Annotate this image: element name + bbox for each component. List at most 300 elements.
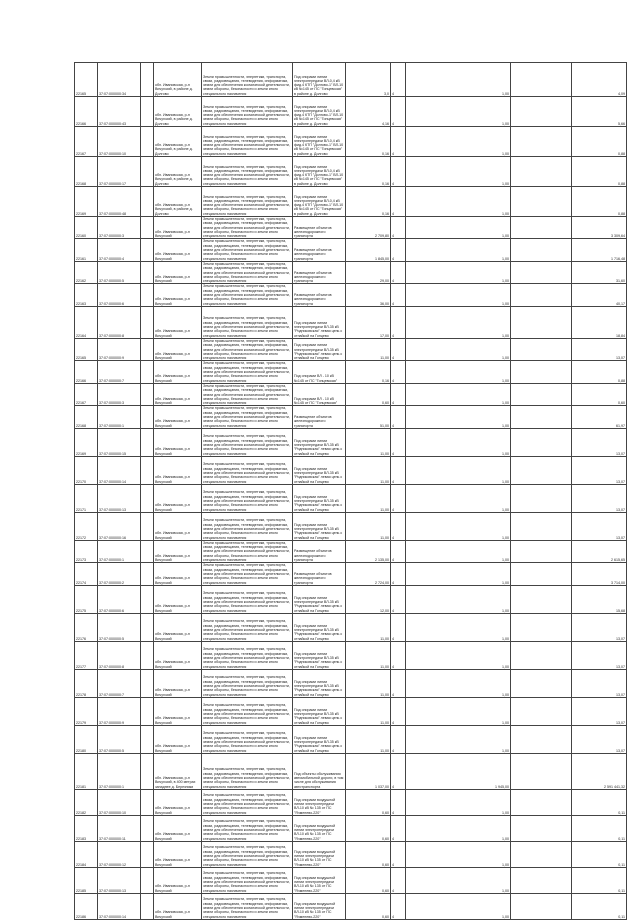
table-row <box>75 306 627 338</box>
cell-id: 22174 <box>75 563 98 585</box>
cell-use: Размещение объектов железнодорожного транспорта <box>293 284 346 306</box>
cell-cat: Земли промышленности, энергетики, транспорта, связи, радиовещания, телевидения, информатики, земли для обеспечения космической деятельности, земли обороны, безопасности и земли иного специального назначения <box>202 867 293 893</box>
cell-id: 22170 <box>75 456 98 484</box>
table-row <box>75 428 627 456</box>
cell-use: Размещение объектов железнодорожного транспорта <box>293 540 346 562</box>
cell-empty <box>511 157 572 187</box>
cell-id: 22166 <box>75 361 98 383</box>
cell-addr: обл. Ивановская, р-н Вичугский, в районе д. Долгово <box>154 63 202 97</box>
cell-id: 22167 <box>75 127 98 157</box>
cell-use: Под опорами воздушной линии электропередачи ВЛ-10 кВ № 135 от ПС "Ячменево-220" <box>293 841 346 867</box>
table-row <box>75 512 627 540</box>
cell-addr: обл. Ивановская, р-н Вичугский <box>154 239 202 261</box>
cell-empty <box>511 867 572 893</box>
cell-id: 22186 <box>75 893 98 919</box>
cell-area: 0,16 <box>346 361 391 383</box>
cell-empty <box>511 284 572 306</box>
cell-rate: 1,00 <box>406 306 511 338</box>
cell-empty <box>141 261 154 283</box>
cell-rate: 1 945,00 <box>406 753 511 789</box>
cell-empty <box>511 563 572 585</box>
cell-cat: Земли промышленности, энергетики, транспорта, связи, радиовещания, телевидения, информатики, земли для обеспечения космической деятельности, земли обороны, безопасности и земли иного специального назначения <box>202 187 293 217</box>
cell-area: 11,00 <box>346 725 391 753</box>
table-row <box>75 893 627 919</box>
cell-ed: 4 <box>391 157 406 187</box>
cell-rate: 1,00 <box>406 641 511 669</box>
cell-tax: 0,11 <box>572 789 627 815</box>
cell-tax: 40,17 <box>572 284 627 306</box>
cell-cad: 37:07:000000:1 <box>98 406 141 428</box>
cell-cad: 37:07:000000:8 <box>98 641 141 669</box>
cell-empty <box>511 383 572 405</box>
cell-rate: 1,00 <box>406 217 511 239</box>
cell-empty <box>141 893 154 919</box>
cell-tax: 0,11 <box>572 893 627 919</box>
cell-addr: обл. Ивановская, р-н Вичугский, в 400 метрах западнее д. Березники <box>154 753 202 789</box>
cell-cad: 37:07:000000:9 <box>98 338 141 360</box>
land-plots-table <box>74 62 627 920</box>
cell-ed: 4 <box>391 284 406 306</box>
cell-use: Под опорами линии электропередачи ВЛ-35 кВ "Родниковская" левая цепь с отпайкой на Гонцево <box>293 428 346 456</box>
table-row <box>75 867 627 893</box>
cell-area: 3,0 <box>346 63 391 97</box>
cell-addr: обл. Ивановская, р-н Вичугский <box>154 893 202 919</box>
cell-ed: 4 <box>391 306 406 338</box>
cell-area: 11,00 <box>346 456 391 484</box>
cell-empty <box>141 540 154 562</box>
cell-cat: Земли промышленности, энергетики, транспорта, связи, радиовещания, телевидения, информатики, земли для обеспечения космической деятельности, земли обороны, безопасности и земли иного специального назначения <box>202 157 293 187</box>
cell-rate: 1,00 <box>406 484 511 512</box>
cell-ed: 4 <box>391 97 406 127</box>
cell-cad: 37:07:000000:10 <box>98 789 141 815</box>
cell-addr: обл. Ивановская, р-н Вичугский <box>154 261 202 283</box>
cell-addr: обл. Ивановская, р-н Вичугский <box>154 725 202 753</box>
cell-use: Под опорами линии электропередачи ВЛ-35 кВ "Родниковская" левая цепь с отпайкой на Гонцево <box>293 484 346 512</box>
table-row <box>75 669 627 697</box>
cell-rate: 1,00 <box>406 456 511 484</box>
cell-empty <box>511 669 572 697</box>
cell-empty <box>511 512 572 540</box>
cell-empty <box>141 585 154 613</box>
table-row <box>75 725 627 753</box>
cell-area: 0,16 <box>346 157 391 187</box>
cell-use: Размещение объектов железнодорожного транспорта <box>293 217 346 239</box>
cell-id: 22176 <box>75 613 98 641</box>
cell-rate: 1,00 <box>406 97 511 127</box>
cell-rate: 1,00 <box>406 789 511 815</box>
cell-tax: 0,11 <box>572 841 627 867</box>
cell-use: Размещение объектов железнодорожного транспорта <box>293 406 346 428</box>
cell-id: 22177 <box>75 641 98 669</box>
cell-empty <box>141 867 154 893</box>
cell-ed: 4 <box>391 428 406 456</box>
cell-id: 22168 <box>75 157 98 187</box>
cell-empty <box>511 484 572 512</box>
cell-empty <box>141 428 154 456</box>
cell-area: 1 037,00 <box>346 753 391 789</box>
cell-cat: Земли промышленности, энергетики, транспорта, связи, радиовещания, телевидения, информатики, земли для обеспечения космической деятельности, земли обороны, безопасности и земли иного специального назначения <box>202 697 293 725</box>
cell-addr: обл. Ивановская, р-н Вичугский <box>154 306 202 338</box>
cell-cat: Земли промышленности, энергетики, транспорта, связи, радиовещания, телевидения, информатики, земли для обеспечения космической деятельности, земли обороны, безопасности и земли иного специального назначения <box>202 306 293 338</box>
cell-empty <box>141 383 154 405</box>
cell-cat: Земли промышленности, энергетики, транспорта, связи, радиовещания, телевидения, информатики, земли для обеспечения космической деятельности, земли обороны, безопасности и земли иного специального назначения <box>202 540 293 562</box>
cell-area: 11,00 <box>346 697 391 725</box>
cell-ed: 4 <box>391 613 406 641</box>
cell-cad: 37:07:000000:9 <box>98 697 141 725</box>
cell-ed: 4 <box>391 406 406 428</box>
cell-cad: 37:07:000000:1 <box>98 540 141 562</box>
table-row <box>75 261 627 283</box>
cell-addr: обл. Ивановская, р-н Вичугский <box>154 406 202 428</box>
cell-cat: Земли промышленности, энергетики, транспорта, связи, радиовещания, телевидения, информатики, земли для обеспечения космической деятельности, земли обороны, безопасности и земли иного специального назначения <box>202 669 293 697</box>
cell-cad: 37:07:000000:15 <box>98 428 141 456</box>
cell-empty <box>141 217 154 239</box>
cell-cat: Земли промышленности, энергетики, транспорта, связи, радиовещания, телевидения, информатики, земли для обеспечения космической деятельности, земли обороны, безопасности и земли иного специального назначения <box>202 406 293 428</box>
cell-cad: 37:07:000000:13 <box>98 867 141 893</box>
cell-tax: 13,07 <box>572 456 627 484</box>
cell-id: 22167 <box>75 383 98 405</box>
cell-id: 22163 <box>75 284 98 306</box>
cell-rate: 1,00 <box>406 383 511 405</box>
table-row <box>75 697 627 725</box>
cell-empty <box>511 187 572 217</box>
cell-rate: 1,00 <box>406 893 511 919</box>
cell-cad: 37:07:000000:1 <box>98 753 141 789</box>
cell-addr: обл. Ивановская, р-н Вичугский <box>154 641 202 669</box>
cell-addr: обл. Ивановская, р-н Вичугский <box>154 669 202 697</box>
cell-empty <box>511 540 572 562</box>
cell-empty <box>141 725 154 753</box>
cell-empty <box>141 753 154 789</box>
cell-use: Под опорами линии электропередачи ВЛ-35 кВ "Родниковская" левая цепь с отпайкой на Гонцево <box>293 641 346 669</box>
cell-id: 22165 <box>75 338 98 360</box>
cell-area: 11,00 <box>346 669 391 697</box>
cell-id: 22165 <box>75 63 98 97</box>
cell-use: Размещение объектов железнодорожного транспорта <box>293 261 346 283</box>
cell-use: Под опорами линии электропередачи ВЛ-0,4 кВ фид.4 КТП "Долгово-1" ВЛ-10 кВ №145 от ПС "Гонцевская" в районе д. Долгово <box>293 63 346 97</box>
cell-cat: Земли промышленности, энергетики, транспорта, связи, радиовещания, телевидения, информатики, земли для обеспечения космической деятельности, земли обороны, безопасности и земли иного специального назначения <box>202 428 293 456</box>
table-row <box>75 540 627 562</box>
cell-use: Размещение объектов железнодорожного транспорта <box>293 239 346 261</box>
table-row <box>75 383 627 405</box>
cell-ed: 4 <box>391 841 406 867</box>
cell-empty <box>141 187 154 217</box>
cell-use: Под опорами воздушной линии электропередачи ВЛ-10 кВ № 135 от ПС "Ячменево-220" <box>293 815 346 841</box>
cell-addr: обл. Ивановская, р-н Вичугский <box>154 585 202 613</box>
cell-tax: 31,60 <box>572 261 627 283</box>
cell-area: 11,00 <box>346 512 391 540</box>
table-row <box>75 217 627 239</box>
cell-cad: 37:07:000000:17 <box>98 157 141 187</box>
table-row <box>75 815 627 841</box>
cell-cad: 37:07:000000:5 <box>98 261 141 283</box>
cell-empty <box>141 484 154 512</box>
cell-rate: 1,00 <box>406 284 511 306</box>
table-row <box>75 641 627 669</box>
cell-area: 29,00 <box>346 261 391 283</box>
cell-use: Под опорами линии электропередачи ВЛ-35 кВ "Родниковская" левая цепь с отпайкой на Гонцево <box>293 306 346 338</box>
cell-ed: 4 <box>391 753 406 789</box>
document-sheet <box>74 62 625 919</box>
cell-rate: 1,00 <box>406 338 511 360</box>
cell-ed: 4 <box>391 867 406 893</box>
cell-id: 22178 <box>75 669 98 697</box>
cell-cad: 37:07:000000:16 <box>98 512 141 540</box>
cell-ed: 4 <box>391 641 406 669</box>
cell-cad: 37:07:000000:12 <box>98 841 141 867</box>
cell-addr: обл. Ивановская, р-н Вичугский, в районе д. Долгово <box>154 157 202 187</box>
cell-empty <box>141 669 154 697</box>
cell-id: 22175 <box>75 585 98 613</box>
cell-empty <box>511 338 572 360</box>
cell-rate: 1,00 <box>406 540 511 562</box>
cell-cat: Земли промышленности, энергетики, транспорта, связи, радиовещания, телевидения, информатики, земли для обеспечения космической деятельности, земли обороны, безопасности и земли иного специального назначения <box>202 893 293 919</box>
cell-cat: Земли промышленности, энергетики, транспорта, связи, радиовещания, телевидения, информатики, земли для обеспечения космической деятельности, земли обороны, безопасности и земли иного специального назначения <box>202 563 293 585</box>
cell-use: Под опорами линии электропередачи ВЛ-35 кВ "Родниковская" левая цепь с отпайкой на Гонцево <box>293 697 346 725</box>
table-body <box>75 63 627 920</box>
cell-empty <box>141 306 154 338</box>
cell-empty <box>141 512 154 540</box>
cell-id: 22184 <box>75 841 98 867</box>
cell-addr: обл. Ивановская, р-н Вичугский, в районе д. Долгово <box>154 127 202 157</box>
cell-empty <box>511 261 572 283</box>
cell-cat: Земли промышленности, энергетики, транспорта, связи, радиовещания, телевидения, информатики, земли для обеспечения космической деятельности, земли обороны, безопасности и земли иного специального назначения <box>202 63 293 97</box>
cell-cad: 37:07:000000:13 <box>98 484 141 512</box>
cell-area: 4,16 <box>346 97 391 127</box>
cell-rate: 1,00 <box>406 512 511 540</box>
cell-empty <box>141 841 154 867</box>
cell-use: Под опорами линии электропередачи ВЛ-0,4 кВ фид.4 КТП "Долгово-1" ВЛ-10 кВ №145 от ПС "Гонцевская" в районе д. Долгово <box>293 97 346 127</box>
cell-cad: 37:07:000000:4 <box>98 239 141 261</box>
cell-tax: 13,07 <box>572 428 627 456</box>
cell-ed: 4 <box>391 261 406 283</box>
cell-use: Под опорами линии электропередачи ВЛ-35 кВ "Родниковская" левая цепь с отпайкой на Гонцево <box>293 456 346 484</box>
cell-cat: Земли промышленности, энергетики, транспорта, связи, радиовещания, телевидения, информатики, земли для обеспечения космической деятельности, земли обороны, безопасности и земли иного специального назначения <box>202 512 293 540</box>
cell-use: Под опорами воздушной линии электропередачи ВЛ-10 кВ № 135 от ПС "Ячменево-220" <box>293 893 346 919</box>
cell-area: 11,00 <box>346 428 391 456</box>
cell-area: 1 845,00 <box>346 239 391 261</box>
cell-empty <box>141 613 154 641</box>
cell-addr: обл. Ивановская, р-н Вичугский <box>154 338 202 360</box>
cell-id: 22168 <box>75 406 98 428</box>
cell-rate: 1,00 <box>406 63 511 97</box>
cell-ed: 4 <box>391 893 406 919</box>
cell-use: Под опорами линии электропередачи ВЛ-35 кВ "Родниковская" левая цепь с отпайкой на Гонцево <box>293 338 346 360</box>
cell-use: Под опорами линии электропередачи ВЛ-0,4 кВ фид.4 КТП "Долгово-1" ВЛ-10 кВ №145 от ПС "Гонцевская" в районе д. Долгово <box>293 127 346 157</box>
cell-ed: 4 <box>391 669 406 697</box>
cell-ed: 4 <box>391 725 406 753</box>
cell-empty <box>511 613 572 641</box>
cell-empty <box>141 815 154 841</box>
cell-rate: 1,00 <box>406 697 511 725</box>
table-row <box>75 97 627 127</box>
cell-empty <box>511 428 572 456</box>
table-row <box>75 187 627 217</box>
cell-cat: Земли промышленности, энергетики, транспорта, связи, радиовещания, телевидения, информатики, земли для обеспечения космической деятельности, земли обороны, безопасности и земли иного специального назначения <box>202 585 293 613</box>
table-row <box>75 613 627 641</box>
cell-area: 0,16 <box>346 127 391 157</box>
table-row <box>75 753 627 789</box>
cell-addr: обл. Ивановская, р-н Вичугский <box>154 789 202 815</box>
cell-rate: 1,00 <box>406 841 511 867</box>
cell-use: Под опорами линии электропередачи ВЛ-35 кВ "Родниковская" левая цепь с отпайкой на Гонцево <box>293 669 346 697</box>
cell-ed: 4 <box>391 217 406 239</box>
cell-empty <box>141 406 154 428</box>
cell-empty <box>141 157 154 187</box>
cell-empty <box>141 361 154 383</box>
cell-area: 2 724,00 <box>346 563 391 585</box>
table-row <box>75 563 627 585</box>
cell-ed: 4 <box>391 239 406 261</box>
cell-cat: Земли промышленности, энергетики, транспорта, связи, радиовещания, телевидения, информатики, земли для обеспечения космической деятельности, земли обороны, безопасности и земли иного специального назначения <box>202 753 293 789</box>
cell-tax: 3 309,64 <box>572 217 627 239</box>
cell-cat: Земли промышленности, энергетики, транспорта, связи, радиовещания, телевидения, информатики, земли для обеспечения космической деятельности, земли обороны, безопасности и земли иного специального назначения <box>202 815 293 841</box>
cell-id: 22185 <box>75 867 98 893</box>
cell-cat: Земли промышленности, энергетики, транспорта, связи, радиовещания, телевидения, информатики, земли для обеспечения космической деятельности, земли обороны, безопасности и земли иного специального назначения <box>202 789 293 815</box>
cell-use: Под объекты обслуживания автомобильной дороги, в том числе для обслуживания автотранспорта <box>293 753 346 789</box>
cell-ed: 4 <box>391 585 406 613</box>
cell-empty <box>511 97 572 127</box>
cell-empty <box>511 893 572 919</box>
cell-tax: 0,88 <box>572 127 627 157</box>
cell-empty <box>141 63 154 97</box>
cell-addr: обл. Ивановская, р-н Вичугский <box>154 512 202 540</box>
cell-id: 22181 <box>75 753 98 789</box>
cell-use: Под опорами линии электропередачи ВЛ-0,4 кВ фид.4 КТП "Долгово-1" ВЛ-10 кВ №145 от ПС "Гонцевская" в районе д. Долгово <box>293 157 346 187</box>
cell-rate: 1,00 <box>406 261 511 283</box>
cell-rate: 1,00 <box>406 361 511 383</box>
cell-area: 0,60 <box>346 789 391 815</box>
cell-id: 22179 <box>75 697 98 725</box>
cell-empty <box>511 841 572 867</box>
cell-empty <box>141 97 154 127</box>
cell-addr: обл. Ивановская, р-н Вичугский <box>154 383 202 405</box>
cell-cat: Земли промышленности, энергетики, транспорта, связи, радиовещания, телевидения, информатики, земли для обеспечения космической деятельности, земли обороны, безопасности и земли иного специального назначения <box>202 261 293 283</box>
cell-rate: 1,00 <box>406 585 511 613</box>
cell-tax: 1 716,48 <box>572 239 627 261</box>
cell-addr: обл. Ивановская, р-н Вичугский <box>154 540 202 562</box>
cell-tax: 13,07 <box>572 697 627 725</box>
cell-area: 11,00 <box>346 641 391 669</box>
cell-area: 11,00 <box>346 338 391 360</box>
cell-rate: 1,00 <box>406 239 511 261</box>
cell-empty <box>141 456 154 484</box>
cell-use: Под опорами ВЛ - 10 кВ №145 от ПС "Гонцевская" <box>293 383 346 405</box>
cell-use: Под опорами линии электропередачи ВЛ-35 кВ "Родниковская" левая цепь с отпайкой на Гонцево <box>293 512 346 540</box>
cell-tax: 0,88 <box>572 361 627 383</box>
cell-ed: 4 <box>391 484 406 512</box>
cell-ed: 4 <box>391 563 406 585</box>
cell-id: 22182 <box>75 789 98 815</box>
cell-empty <box>511 789 572 815</box>
cell-addr: обл. Ивановская, р-н Вичугский <box>154 217 202 239</box>
cell-tax: 0,88 <box>572 187 627 217</box>
cell-cad: 37:07:000000:34 <box>98 63 141 97</box>
table-row <box>75 239 627 261</box>
cell-cad: 37:07:000000:6 <box>98 284 141 306</box>
cell-tax: 13,07 <box>572 484 627 512</box>
cell-use: Под опорами воздушной линии электропередачи ВЛ-10 кВ № 135 от ПС "Ячменево-220" <box>293 867 346 893</box>
table-row <box>75 484 627 512</box>
table-row <box>75 361 627 383</box>
cell-ed: 4 <box>391 127 406 157</box>
cell-cad: 37:07:000000:3 <box>98 217 141 239</box>
cell-area: 0,60 <box>346 841 391 867</box>
cell-id: 22160 <box>75 217 98 239</box>
cell-rate: 1,00 <box>406 725 511 753</box>
cell-area: 0,60 <box>346 893 391 919</box>
cell-tax: 61,97 <box>572 406 627 428</box>
cell-rate: 1,00 <box>406 815 511 841</box>
cell-tax: 0,11 <box>572 867 627 893</box>
cell-area: 2 709,80 <box>346 217 391 239</box>
cell-addr: обл. Ивановская, р-н Вичугский <box>154 428 202 456</box>
cell-ed: 4 <box>391 361 406 383</box>
cell-ed: 4 <box>391 187 406 217</box>
cell-rate: 1,00 <box>406 406 511 428</box>
cell-empty <box>141 697 154 725</box>
cell-rate: 1,00 <box>406 127 511 157</box>
cell-rate: 1,00 <box>406 563 511 585</box>
cell-area: 0,60 <box>346 383 391 405</box>
cell-cat: Земли промышленности, энергетики, транспорта, связи, радиовещания, телевидения, информатики, земли для обеспечения космической деятельности, земли обороны, безопасности и земли иного специального назначения <box>202 641 293 669</box>
cell-use: Под опорами ВЛ - 10 кВ №145 от ПС "Гонцевская" <box>293 361 346 383</box>
cell-area: 12,00 <box>346 585 391 613</box>
cell-cad: 37:07:000000:11 <box>98 815 141 841</box>
cell-cat: Земли промышленности, энергетики, транспорта, связи, радиовещания, телевидения, информатики, земли для обеспечения космической деятельности, земли обороны, безопасности и земли иного специального назначения <box>202 217 293 239</box>
table-row <box>75 63 627 97</box>
cell-use: Под опорами линии электропередачи ВЛ-35 кВ "Родниковская" левая цепь с отпайкой на Гонцево <box>293 613 346 641</box>
cell-cad: 37:07:000000:8 <box>98 306 141 338</box>
cell-id: 22172 <box>75 512 98 540</box>
cell-area: 51,00 <box>346 406 391 428</box>
cell-empty <box>511 406 572 428</box>
cell-addr: обл. Ивановская, р-н Вичугский <box>154 563 202 585</box>
cell-id: 22183 <box>75 815 98 841</box>
cell-cat: Земли промышленности, энергетики, транспорта, связи, радиовещания, телевидения, информатики, земли для обеспечения космической деятельности, земли обороны, безопасности и земли иного специального назначения <box>202 484 293 512</box>
cell-tax: 0,11 <box>572 815 627 841</box>
cell-ed: 4 <box>391 815 406 841</box>
cell-tax: 13,07 <box>572 512 627 540</box>
cell-id: 22171 <box>75 484 98 512</box>
cell-empty <box>141 284 154 306</box>
cell-addr: обл. Ивановская, р-н Вичугский <box>154 841 202 867</box>
cell-tax: 13,07 <box>572 641 627 669</box>
cell-ed: 4 <box>391 540 406 562</box>
cell-empty <box>141 641 154 669</box>
table-row <box>75 406 627 428</box>
cell-cat: Земли промышленности, энергетики, транспорта, связи, радиовещания, телевидения, информатики, земли для обеспечения космической деятельности, земли обороны, безопасности и земли иного специального назначения <box>202 725 293 753</box>
cell-ed: 4 <box>391 789 406 815</box>
cell-use: Под опорами воздушной линии электропередачи ВЛ-10 кВ № 135 от ПС "Ячменево-220" <box>293 789 346 815</box>
cell-addr: обл. Ивановская, р-н Вичугский <box>154 361 202 383</box>
cell-tax: 0,88 <box>572 157 627 187</box>
cell-empty <box>511 306 572 338</box>
cell-empty <box>511 239 572 261</box>
cell-empty <box>511 63 572 97</box>
cell-tax: 4,09 <box>572 63 627 97</box>
cell-rate: 1,00 <box>406 613 511 641</box>
cell-cad: 37:07:000000:6 <box>98 585 141 613</box>
table-row <box>75 157 627 187</box>
table-row <box>75 841 627 867</box>
cell-rate: 1,00 <box>406 669 511 697</box>
cell-tax: 13,07 <box>572 338 627 360</box>
cell-tax: 3 714,00 <box>572 563 627 585</box>
cell-empty <box>511 361 572 383</box>
cell-cad: 37:07:000000:10 <box>98 127 141 157</box>
table-row <box>75 585 627 613</box>
